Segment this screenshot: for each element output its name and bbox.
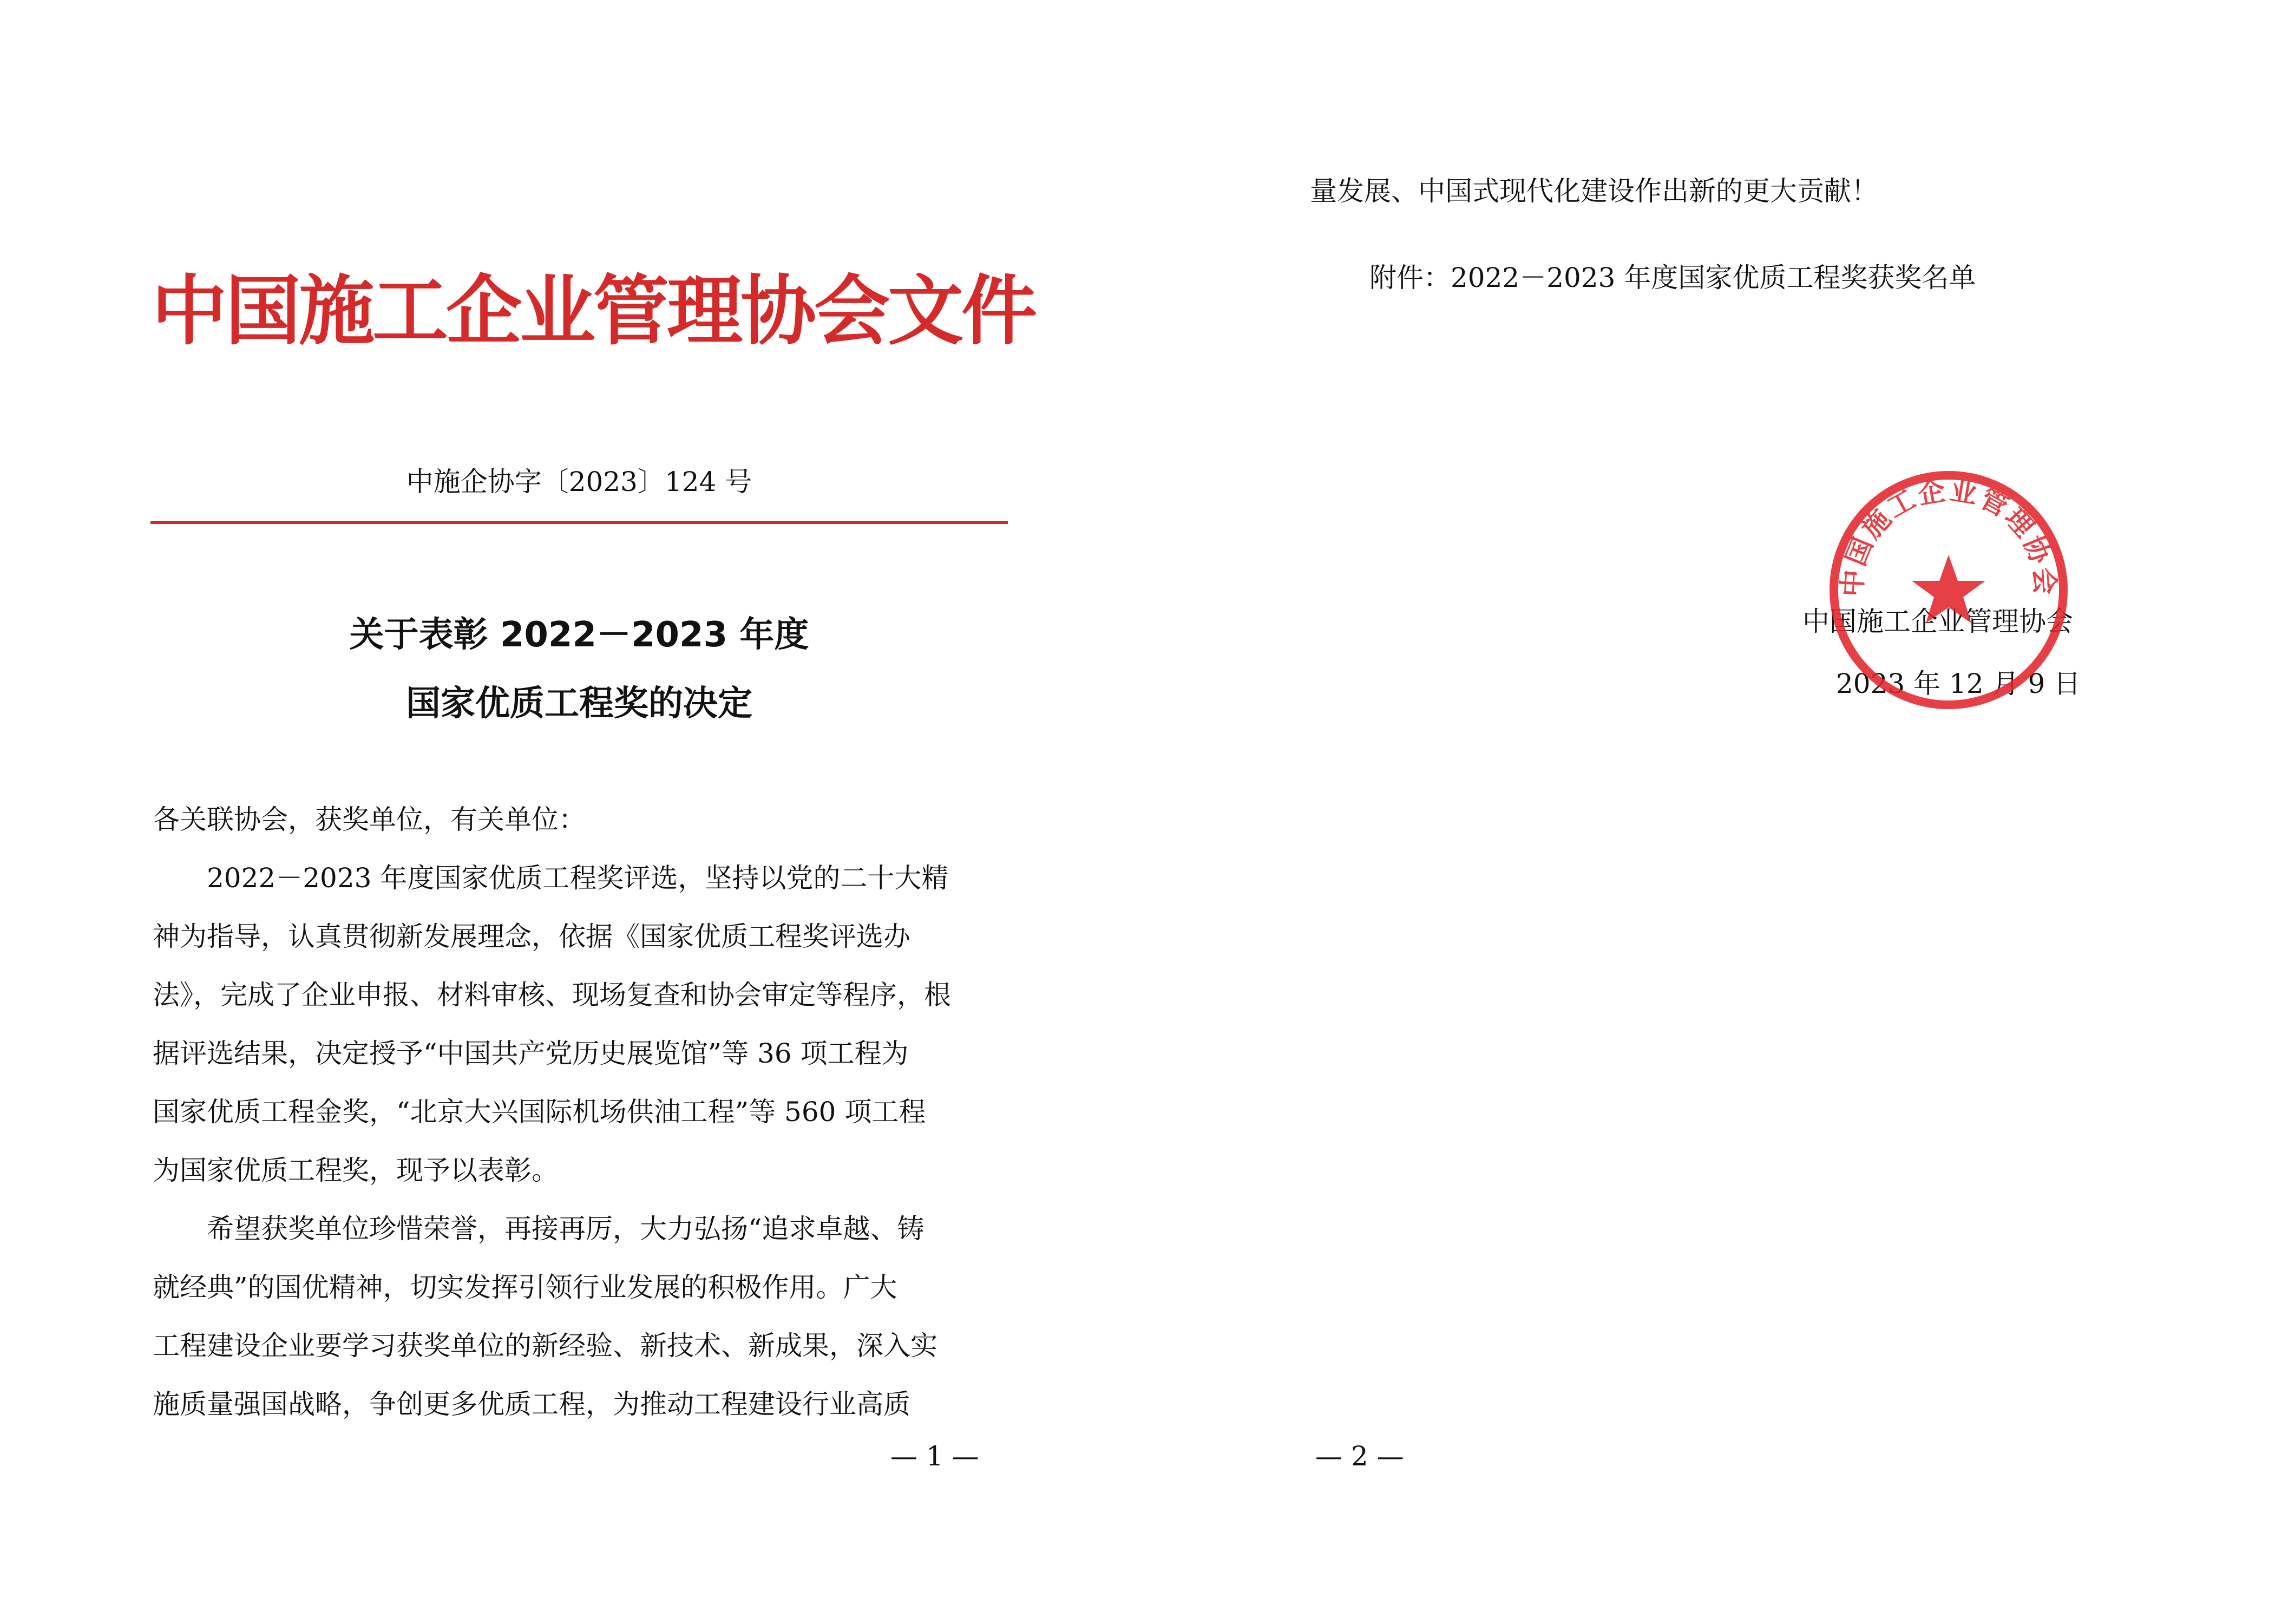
paragraph-1-line: 为国家优质工程奖，现予以表彰。 [153, 1155, 559, 1186]
paragraph-continuation: 量发展、中国式现代化建设作出新的更大贡献！ [1310, 175, 1878, 207]
paragraph-2-line: 希望获奖单位珍惜荣誉，再接再厉，大力弘扬“追求卓越、铸 [153, 1213, 924, 1245]
paragraph-2-line: 就经典”的国优精神，切实发挥引领行业发展的积极作用。广大 [153, 1272, 897, 1303]
paragraph-2 [153, 1200, 1006, 1433]
attachment-note: 附件：2022－2023 年度国家优质工程奖获奖名单 [1369, 262, 1976, 293]
letterhead-title: 中国施工企业管理协会文件 [152, 267, 1035, 356]
page-number-2: — 2 — [1315, 1440, 1404, 1472]
document-number: 中施企协字〔2023〕124 号 [406, 466, 752, 497]
seal-text: 中国施工企业管理协会 [1835, 474, 2062, 598]
signing-organization: 中国施工企业管理协会 [1802, 606, 2073, 637]
decision-title-line-2: 国家优质工程奖的决定 [406, 684, 752, 724]
paragraph-1-line: 据评选结果，决定授予“中国共产党历史展览馆”等 36 项工程为 [153, 1038, 909, 1069]
red-divider-line [150, 521, 1008, 524]
paragraph-2-line: 工程建设企业要学习获奖单位的新经验、新技术、新成果，深入实 [153, 1330, 937, 1361]
page-number-1: — 1 — [890, 1440, 979, 1472]
signing-date: 2023 年 12 月 9 日 [1836, 668, 2081, 699]
paragraph-1-line: 神为指导，认真贯彻新发展理念，依据《国家优质工程奖评选办 [153, 921, 910, 952]
document-page-2 [1148, 0, 2295, 1624]
paragraph-1-line: 法》，完成了企业申报、材料审核、现场复查和协会审定等程序，根 [153, 979, 951, 1011]
paragraph-2-line: 施质量强国战略，争创更多优质工程，为推动工程建设行业高质 [153, 1389, 910, 1420]
decision-title-line-1: 关于表彰 2022－2023 年度 [349, 615, 809, 655]
salutation: 各关联协会，获奖单位，有关单位： [153, 804, 586, 835]
paragraph-1-line: 2022－2023 年度国家优质工程奖评选，坚持以党的二十大精 [153, 862, 949, 894]
official-seal [1824, 466, 2073, 715]
star-icon [1912, 555, 1985, 623]
paragraph-1-line: 国家优质工程金奖，“北京大兴国际机场供油工程”等 560 项工程 [153, 1096, 926, 1128]
paragraph-1 [153, 849, 1006, 1200]
